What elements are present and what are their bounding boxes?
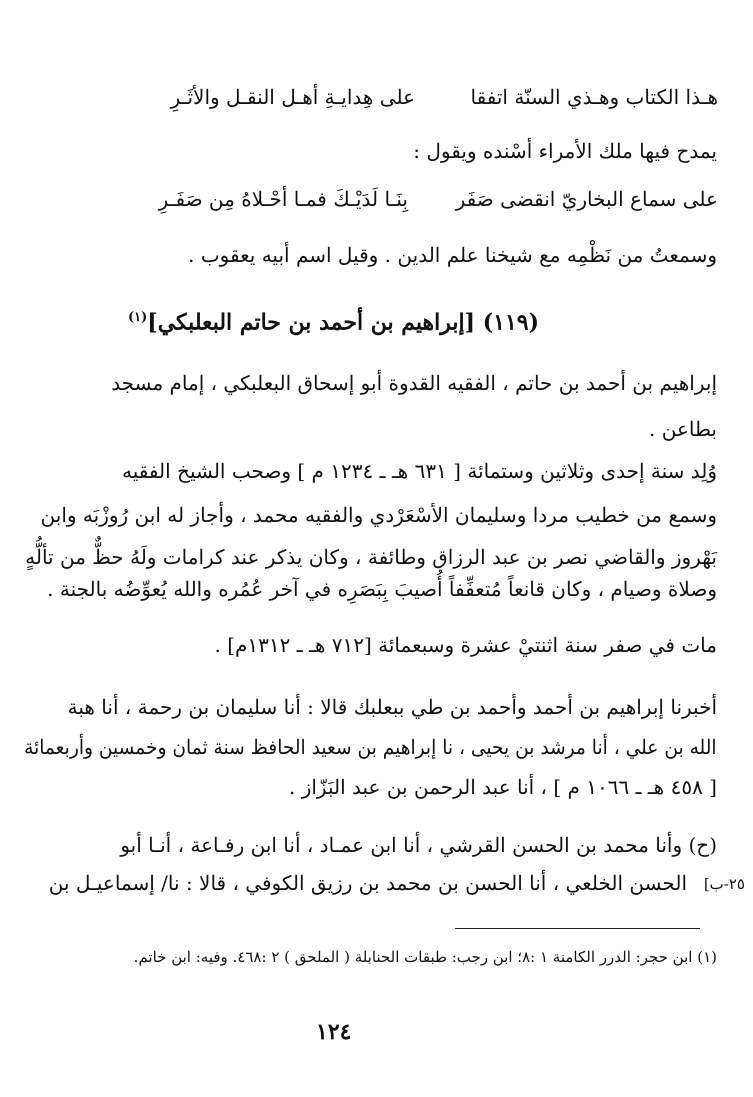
para1-line-2: بطاعن . [649, 417, 717, 441]
para3-line-1: أخبرنا إبراهيم بن أحمد وأحمد بن طي ببعلبك قالا : أنا سليمان بن رحمة ، أنا هبة [67, 695, 717, 719]
line-after-verse: وسمعتُ من نَظْمِه مع شيخنا علم الدين . وقيل اسم أبيه يعقوب . [188, 243, 717, 267]
verse-2-left-hemistich: بِنَـا لَدَيْـكَ فمـا أحْـلاهُ مِن صَفَـرِ [158, 187, 408, 211]
para2-line-3: بَهْروز والقاضي نصر بن عبد الرزاق وطائفة ، وكان يذكر عند كرامات ولَهُ حظٌّ من تألُّهٍ [25, 545, 717, 569]
para4-line-1: (ح) وأنا محمد بن الحسن القرشي ، أنا ابن عمـاد ، أنا ابن رفـاعة ، أنـا أبو [120, 833, 717, 857]
para3-line-3: [ ٤٥٨ هـ ـ ١٠٦٦ م ] ، أنا عبد الرحمن بن عبد البَزّاز . [288, 775, 717, 799]
para3-line-2: الله بن علي ، أنا مرشد بن يحيى ، نا إبراهيم بن سعيد الحافظ سنة ثمان وخمسين وأربعمائة [24, 735, 717, 759]
footnote: (١) ابن حجر: الدرر الكامنة ١ :٨؛ ابن رجب: طبقات الحنابلة ( الملحق ) ٢ :٤٦٨. وفيه: ابن خاتم. [133, 948, 717, 966]
para4-line-2: الحسن الخلعي ، أنا الحسن بن محمد بن رزيق الكوفي ، قالا : نا/ إسماعيـل بن [48, 871, 687, 895]
para2-line-4: وصلاة وصيام ، وكان قانعاً مُتعفِّفاً أُصيبَ بِبَصَرِه في آخر عُمُره والله يُعوِّضُه بالجنة . [47, 577, 717, 601]
para1-line-1: إبراهيم بن أحمد بن حاتم ، الفقيه القدوة أبو إسحاق البعلبكي ، إمام مسجد [111, 371, 717, 395]
verse-2-right-hemistich: على سماع البخاريّ انقضى صَفَر [455, 187, 718, 211]
death-line: مات في صفر سنة اثنتيْ عشرة وسبعمائة [٧١٢ هـ ـ ١٣١٢م] . [214, 633, 717, 657]
verse-1-left-hemistich: على هِدايـةِ أهـل النقـل والأثَـرِ [170, 85, 415, 109]
footnote-separator [455, 928, 700, 929]
verse-1-right-hemistich: هـذا الكتاب وهـذي السنّة اتفقا [470, 85, 718, 109]
para2-line-2: وسمع من خطيب مردا وسليمان الأسْعَرْدي والفقيه محمد ، وأجاز له ابن رُوزْبَه وابن [40, 503, 717, 527]
para2-line-1: وُلِد سنة إحدى وثلاثين وستمائة [ ٦٣١ هـ ـ ١٢٣٤ م ] وصحب الشيخ الفقيه [122, 459, 717, 483]
intro-line: يمدح فيها ملك الأمراء أسْنده ويقول : [413, 139, 717, 163]
manuscript-folio-reference: [٢٥-ب [703, 875, 745, 893]
page-number: ١٢٤ [316, 1019, 352, 1045]
entry-heading [128, 302, 539, 338]
entry-number: (١١٩) [482, 309, 539, 336]
entry-name: [إبراهيم بن أحمد بن حاتم البعلبكي] [147, 309, 476, 336]
footnote-marker: (١) [127, 310, 148, 325]
